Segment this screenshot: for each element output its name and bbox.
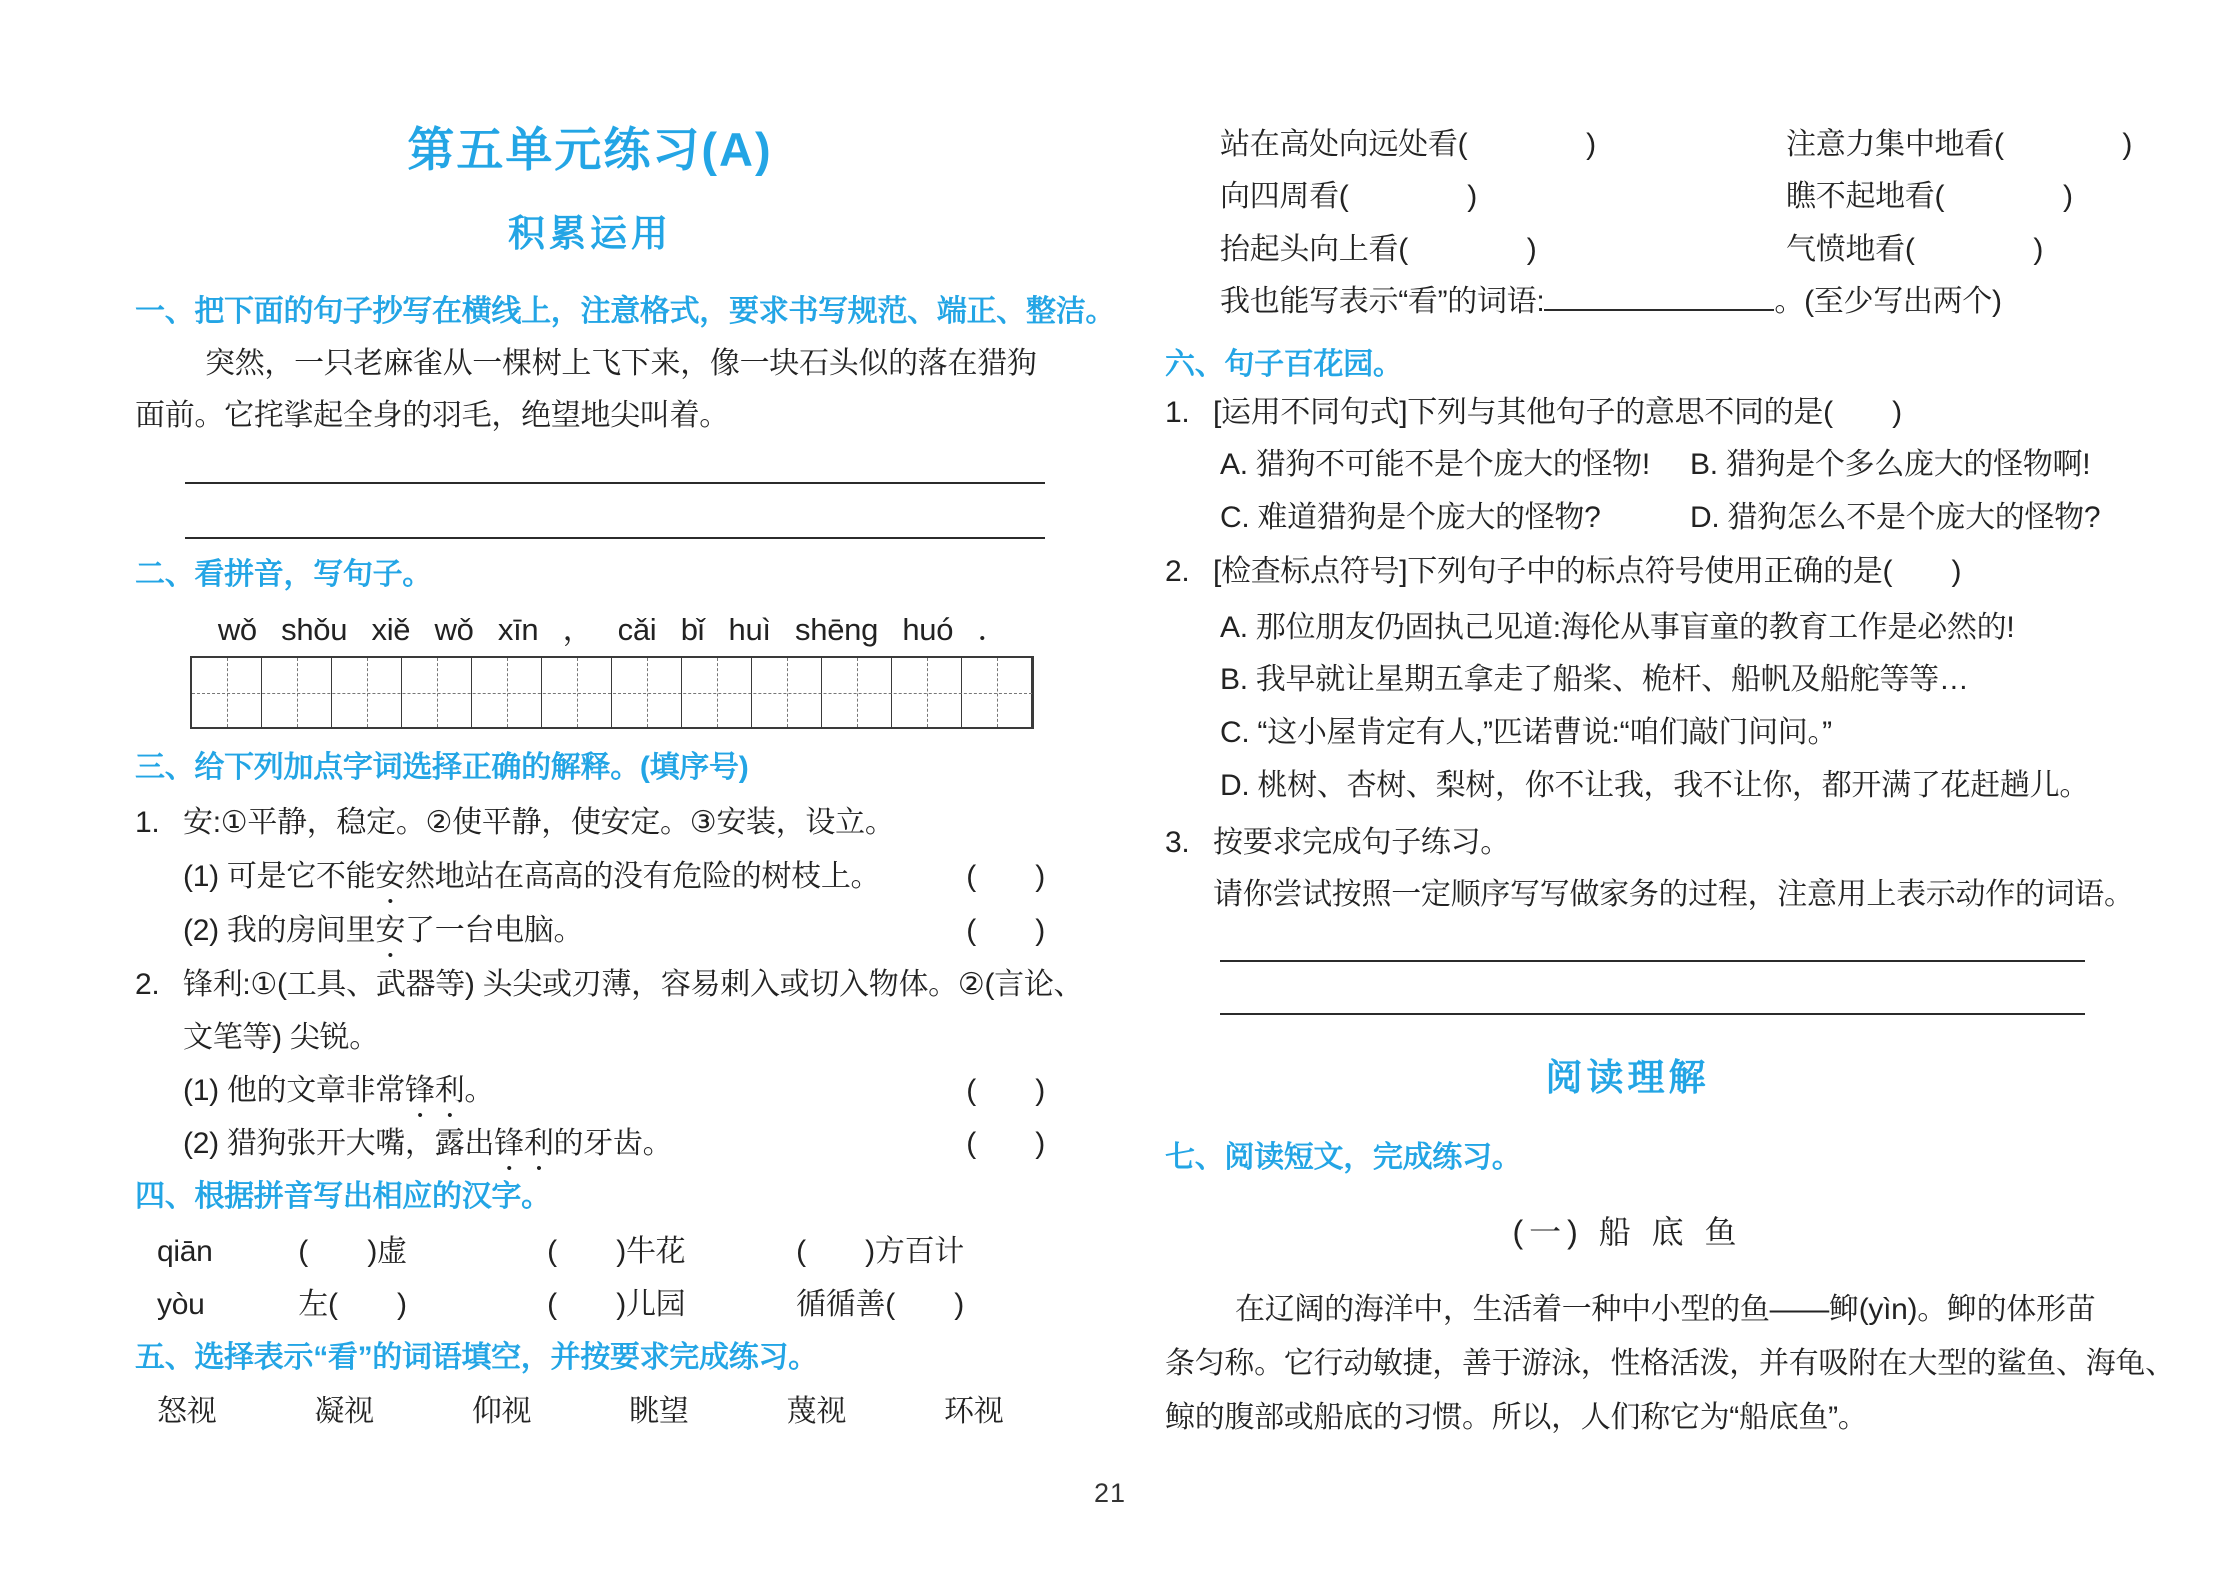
- look-fill-item: 抬起头向上看( ): [1220, 233, 1537, 266]
- right-column: [1165, 80, 2175, 1500]
- passage-line-2: 条匀称。它行动敏捷，善于游泳，性格活泼，并有吸附在大型的鲨鱼、海龟、: [1165, 1347, 2175, 1380]
- answer-blank: ( ): [966, 1127, 1045, 1160]
- emphasized-char: 安: [375, 914, 406, 947]
- grid-cell: [402, 658, 472, 727]
- question-1-heading: 一、把下面的句子抄写在横线上，注意格式，要求书写规范、端正、整洁。: [135, 295, 1116, 328]
- grid-cell: [822, 658, 892, 727]
- look-more-post: 。(至少写出两个): [1774, 285, 2002, 318]
- sub-number: (1): [183, 1074, 219, 1107]
- item-stem-text: 按要求完成句子练习。: [1213, 826, 1510, 859]
- section-title-reading: 阅读理解: [1545, 1057, 1710, 1098]
- word-bank-item: 仰视: [471, 1395, 532, 1428]
- word-bank-item: 蔑视: [786, 1395, 847, 1428]
- sub-sentence: [135, 851, 880, 910]
- item-number: 3.: [1165, 826, 1190, 859]
- q3-item-1-stem: [135, 797, 1045, 849]
- fill-item: ( )方百计: [796, 1235, 964, 1268]
- q3-item-1-sub-1: [135, 851, 1045, 910]
- q4-row-qian: [135, 1226, 1045, 1278]
- sub-sentence: [135, 905, 583, 964]
- writing-line-2: [185, 537, 1045, 539]
- question-2-heading: 二、看拼音，写句子。: [135, 558, 432, 591]
- q6-item-1-stem: [1165, 387, 2090, 439]
- option-a: A. 猎狗不可能不是个庞大的怪物!: [1220, 448, 1650, 481]
- q4-row-you: [135, 1279, 1045, 1331]
- q3-item-2-stem-line2: 文笔等) 尖锐。: [183, 1021, 379, 1054]
- look-row-1: [1165, 119, 2133, 171]
- item-stem-text: [检查标点符号]下列句子中的标点符号使用正确的是( ): [1213, 555, 1962, 588]
- q6-item-2-option-a: A. 那位朋友仍固执己见道:海伦从事盲童的教育工作是必然的!: [1220, 611, 2015, 644]
- pinyin-label: qiān: [157, 1235, 213, 1268]
- grid-cell: [752, 658, 822, 727]
- emphasized-char: 安: [375, 860, 406, 893]
- sentence-pre: 可是它不能: [226, 860, 376, 893]
- emphasized-word: 锋利: [405, 1074, 465, 1107]
- fill-item: ( )儿园: [547, 1288, 686, 1321]
- question-4-heading: 四、根据拼音写出相应的汉字。: [135, 1180, 551, 1213]
- look-fill-item: 向四周看( ): [1220, 180, 1477, 213]
- q6-item-2-stem: [1165, 546, 2090, 598]
- writing-grid: [190, 656, 1034, 729]
- q6-item-1-options-ab: [1165, 439, 2090, 491]
- grid-cell: [472, 658, 542, 727]
- page-title: 第五单元练习(A): [407, 123, 773, 176]
- q3-item-2-stem-line1: [135, 959, 1084, 1011]
- answer-blank: ( ): [966, 914, 1045, 947]
- q3-item-2-sub-1: [135, 1065, 1045, 1124]
- sentence-post: 了一台电脑。: [405, 914, 584, 947]
- look-fill-item: 瞧不起地看( ): [1786, 180, 2073, 213]
- emphasized-word: 锋利: [494, 1127, 554, 1160]
- grid-cell: [262, 658, 332, 727]
- item-number: 2.: [135, 968, 160, 1001]
- sentence-post: 。: [464, 1074, 495, 1107]
- sentence-pre: 他的文章非常: [226, 1074, 406, 1107]
- question-7-heading: 七、阅读短文，完成练习。: [1165, 1141, 1522, 1174]
- grid-cell: [892, 658, 962, 727]
- word-bank-item: 环视: [944, 1395, 1004, 1428]
- q3-item-2-sub-2: [135, 1118, 1045, 1177]
- word-bank: [135, 1386, 1045, 1438]
- item-number: 1.: [1165, 396, 1190, 429]
- writing-line-4: [1220, 1013, 2085, 1015]
- q6-item-1-options-cd: [1165, 492, 2101, 544]
- copy-sentence-line-1: 突然，一只老麻雀从一棵树上飞下来，像一块石头似的落在猎狗: [205, 347, 1037, 380]
- page-number: 21: [1093, 1478, 1127, 1508]
- grid-cell: [332, 658, 402, 727]
- sub-number: (2): [183, 1127, 219, 1160]
- sub-sentence: [135, 1065, 494, 1124]
- writing-line-3: [1220, 960, 2085, 962]
- copy-sentence-line-2: 面前。它挓挲起全身的羽毛，绝望地尖叫着。: [135, 399, 729, 432]
- sub-number: (2): [183, 914, 219, 947]
- look-row-3: [1165, 224, 2090, 276]
- q6-item-2-option-d: D. 桃树、杏树、梨树，你不让我，我不让你，都开满了花赶趟儿。: [1220, 769, 2090, 802]
- sentence-pre: 猎狗张开大嘴，露出: [226, 1127, 495, 1160]
- question-3-heading: 三、给下列加点字词选择正确的解释。(填序号): [135, 751, 749, 784]
- word-bank-item: 眺望: [629, 1395, 689, 1428]
- passage-title: (一) 船 底 鱼: [1512, 1214, 1743, 1250]
- sentence-post: 然地站在高高的没有危险的树枝上。: [405, 860, 881, 893]
- item-stem-text: [运用不同句式]下列与其他句子的意思不同的是( ): [1213, 396, 1902, 429]
- fill-item: ( )虚: [298, 1235, 407, 1268]
- grid-cell: [682, 658, 752, 727]
- q6-item-2-option-c: C. “这小屋肯定有人,”匹诺曹说:“咱们敲门问问。”: [1220, 716, 1832, 749]
- sentence-pre: 我的房间里: [226, 914, 376, 947]
- fill-item: 左( ): [298, 1288, 407, 1321]
- item-stem-text: 安:①平静，稳定。②使平静，使安定。③安装，设立。: [183, 806, 895, 839]
- option-d: D. 猎狗怎么不是个庞大的怪物?: [1690, 501, 2101, 534]
- item-number: 1.: [135, 806, 160, 839]
- option-c: C. 难道猎狗是个庞大的怪物?: [1220, 501, 1601, 534]
- look-fill-item: 注意力集中地看( ): [1786, 128, 2133, 161]
- word-bank-item: 凝视: [314, 1395, 374, 1428]
- passage-line-1: 在辽阔的海洋中，生活着一种中小型的鱼——䲟(yìn)。䲟的体形苗: [1235, 1293, 2096, 1326]
- grid-cell: [962, 658, 1032, 727]
- item-stem-text: 锋利:①(工具、武器等) 头尖或刃薄，容易刺入或切入物体。②(言论、: [183, 968, 1084, 1001]
- question-5-heading: 五、选择表示“看”的词语填空，并按要求完成练习。: [135, 1341, 818, 1374]
- fill-blank-underline: [1544, 277, 1774, 311]
- option-b: B. 猎狗是个多么庞大的怪物啊!: [1690, 448, 2091, 481]
- answer-blank: ( ): [966, 860, 1045, 893]
- answer-blank: ( ): [966, 1074, 1045, 1107]
- question-6-heading: 六、句子百花园。: [1165, 348, 1403, 381]
- grid-cell: [192, 658, 262, 727]
- look-fill-item: 站在高处向远处看( ): [1220, 128, 1596, 161]
- grid-cell: [612, 658, 682, 727]
- look-row-2: [1165, 171, 2090, 223]
- passage-line-3: 鲸的腹部或船底的习惯。所以，人们称它为“船底鱼”。: [1165, 1401, 1868, 1434]
- look-more-pre: 我也能写表示“看”的词语:: [1220, 285, 1545, 318]
- look-more-row: [1165, 276, 2090, 328]
- fill-item: 循循善( ): [796, 1288, 964, 1321]
- q3-item-1-sub-2: [135, 905, 1045, 964]
- look-fill-item: 气愤地看( ): [1786, 233, 2044, 266]
- word-bank-item: 怒视: [157, 1395, 217, 1428]
- sub-number: (1): [183, 860, 219, 893]
- pinyin-label: yòu: [157, 1288, 205, 1321]
- writing-line-1: [185, 482, 1045, 484]
- pinyin-text: wǒ shǒu xiě wǒ xīn ， cǎi bǐ huì shēng huó ．: [217, 612, 1009, 647]
- q6-item-3-prompt: 请你尝试按照一定顺序写写做家务的过程，注意用上表示动作的词语。: [1213, 878, 2134, 911]
- section-title-accumulation: 积累运用: [508, 213, 672, 254]
- left-column: [135, 80, 1116, 1500]
- sub-sentence: [135, 1118, 672, 1177]
- item-number: 2.: [1165, 555, 1190, 588]
- q6-item-2-option-b: B. 我早就让星期五拿走了船桨、桅杆、船帆及船舵等等…: [1220, 663, 1969, 696]
- fill-item: ( )牛花: [547, 1235, 686, 1268]
- grid-cell: [542, 658, 612, 727]
- sentence-post: 的牙齿。: [553, 1127, 673, 1160]
- q6-item-3-stem: [1165, 817, 2090, 869]
